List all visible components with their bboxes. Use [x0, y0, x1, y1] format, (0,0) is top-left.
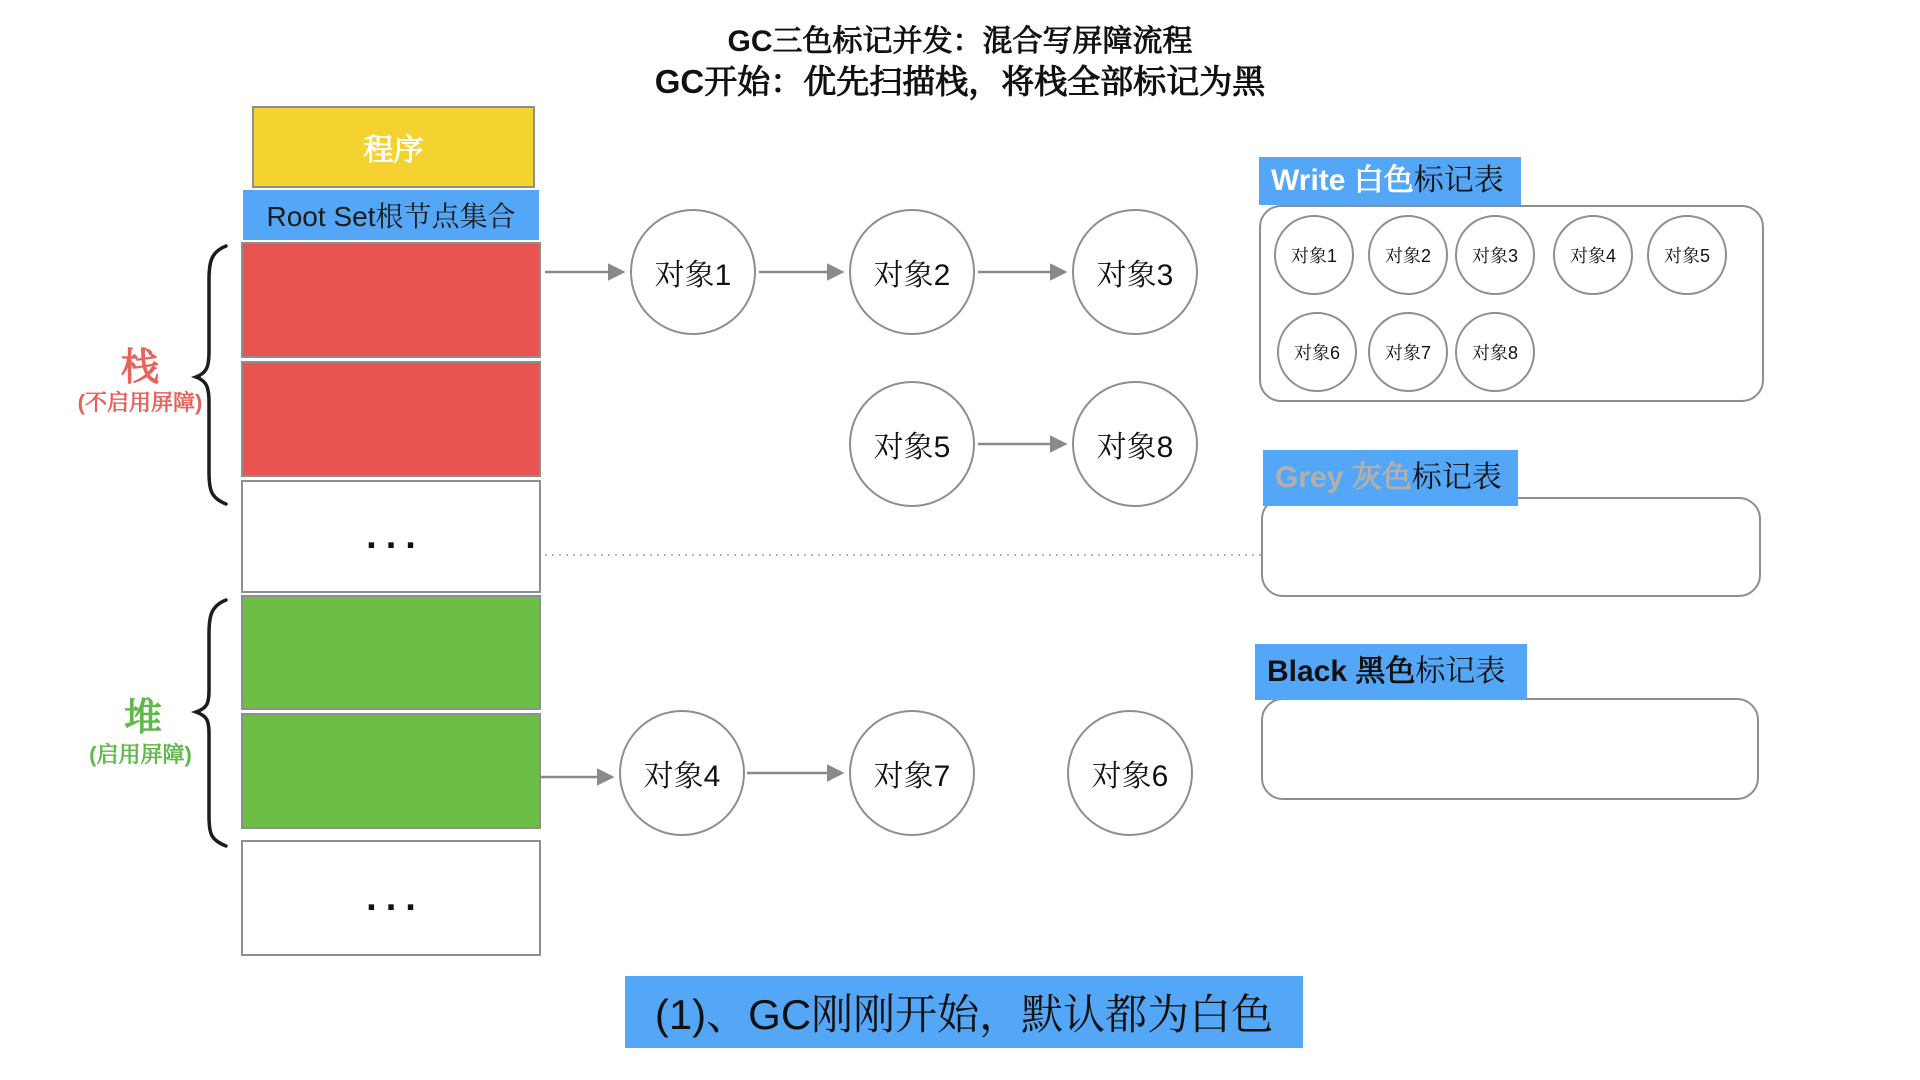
- graph-node-obj1: 对象1: [630, 209, 756, 335]
- white-title-rest: 标记表: [1413, 164, 1504, 197]
- title-line-2: GC开始：优先扫描栈，将栈全部标记为黑: [654, 63, 1266, 100]
- graph-node-obj8: 对象8: [1072, 381, 1198, 507]
- black-title-rest: 标记表: [1415, 655, 1506, 688]
- black-mark-table: [1261, 698, 1759, 800]
- graph-node-obj3: 对象3: [1072, 209, 1198, 335]
- grey-title-strong: Grey 灰色: [1275, 461, 1412, 494]
- white-mark-table-title: [1259, 157, 1521, 205]
- white-table-item: 对象3: [1455, 215, 1535, 295]
- white-table-item: 对象8: [1455, 312, 1535, 392]
- grey-mark-table-title: [1263, 450, 1518, 506]
- heap-note: (启用屏障): [89, 742, 192, 767]
- heap-ellipsis-cell: [241, 840, 541, 956]
- white-table-item: 对象5: [1647, 215, 1727, 295]
- ellipsis-text: ...: [366, 515, 425, 557]
- black-mark-table-title: [1255, 644, 1527, 700]
- white-table-item: 对象7: [1368, 312, 1448, 392]
- stack-cell-1: [241, 242, 541, 358]
- stack-note: (不启用屏障): [77, 390, 203, 415]
- white-table-item: 对象1: [1274, 215, 1354, 295]
- heap-brace: [196, 600, 226, 846]
- stack-brace: [196, 246, 226, 504]
- graph-node-obj5: 对象5: [849, 381, 975, 507]
- stack-label: 栈: [120, 347, 159, 389]
- graph-node-obj4: 对象4: [619, 710, 745, 836]
- white-table-item: 对象6: [1277, 312, 1357, 392]
- white-title-strong: Write 白色: [1271, 164, 1414, 197]
- step-caption: (1)、GC刚刚开始，默认都为白色: [625, 976, 1303, 1048]
- grey-mark-table: [1261, 497, 1761, 597]
- heap-cell-2: [241, 713, 541, 829]
- grey-title-rest: 标记表: [1411, 461, 1502, 494]
- black-title-strong: Black 黑色: [1267, 655, 1416, 688]
- title-line-1: GC三色标记并发：混合写屏障流程: [727, 25, 1193, 58]
- heap-cell-1: [241, 595, 541, 710]
- heap-label: 堆: [123, 697, 162, 739]
- white-table-item: 对象2: [1368, 215, 1448, 295]
- graph-node-obj6: 对象6: [1067, 710, 1193, 836]
- stack-cell-2: [241, 361, 541, 477]
- rootset-box: Root Set根节点集合: [243, 190, 539, 240]
- graph-node-obj2: 对象2: [849, 209, 975, 335]
- stack-ellipsis-cell: [241, 480, 541, 593]
- ellipsis-text: ...: [366, 876, 425, 919]
- program-box: 程序: [252, 106, 535, 188]
- white-table-item: 对象4: [1553, 215, 1633, 295]
- graph-node-obj7: 对象7: [849, 710, 975, 836]
